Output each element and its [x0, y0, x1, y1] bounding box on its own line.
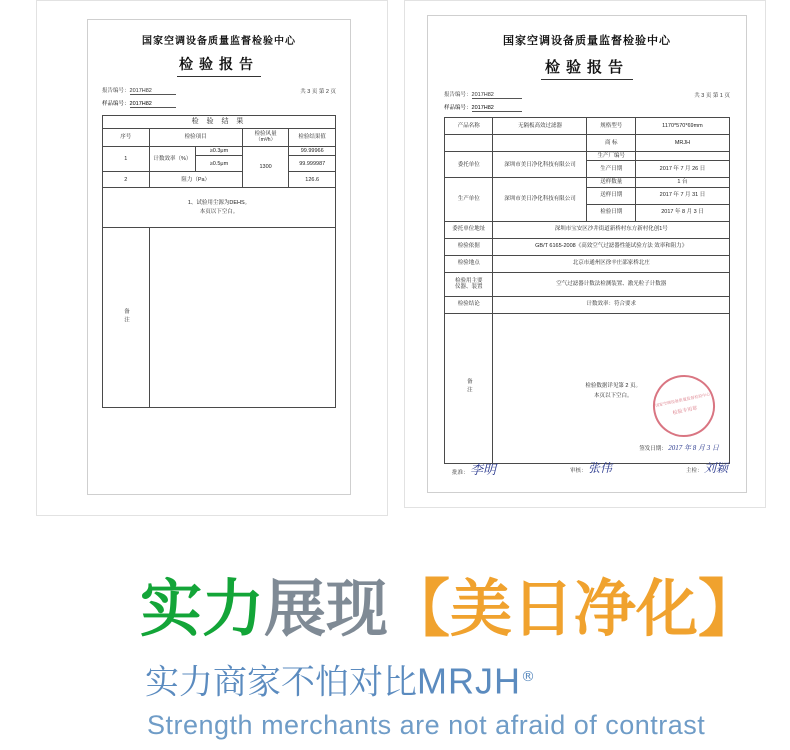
- report-no-group: [102, 86, 176, 95]
- sample-no-value: 2017H82: [472, 105, 522, 112]
- certificate-card-left: [36, 0, 388, 516]
- field-label-conclusion: 检验结论: [445, 296, 493, 313]
- field-label-test-place: 检验地点: [445, 255, 493, 272]
- promo-headline-brand: 【美日净化】: [388, 572, 761, 645]
- table-row: [445, 178, 730, 187]
- document-title: 检验报告: [544, 58, 629, 76]
- promo-section: [0, 560, 790, 750]
- field-value-blank-1: [493, 135, 587, 152]
- field-value-conclusion: 计数效率：符合要求: [493, 296, 730, 313]
- cell-item-1: 计数效率（%）: [149, 147, 196, 172]
- title-underline: [541, 79, 633, 80]
- results-table-wrap: [102, 115, 336, 408]
- col-header-result: 检验结果值: [289, 129, 336, 147]
- doc-header-left: [88, 32, 350, 77]
- table-row: [445, 255, 730, 272]
- remark-row: [103, 228, 336, 408]
- field-label-client-address: 委托单位地址: [445, 221, 493, 238]
- field-label-instruments-line2: 仪器、装置: [454, 284, 483, 291]
- signature-row: [452, 459, 728, 478]
- cell-sub-1: ≥0.3μm: [196, 147, 243, 156]
- field-label-instruments-line1: 检验用主要: [454, 277, 483, 284]
- col-header-index: 序号: [103, 129, 150, 147]
- field-value-test-date: 2017 年 8 月 3 日: [635, 204, 729, 221]
- field-label-client: 委托单位: [445, 152, 493, 178]
- signature-inspector: [686, 459, 728, 478]
- table-row: [445, 118, 730, 135]
- field-label-blank-1: [445, 135, 493, 152]
- info-table: [444, 117, 730, 464]
- field-label-product-name: 产品名称: [445, 118, 493, 135]
- table-row: [445, 152, 730, 161]
- remark-row: [445, 313, 730, 463]
- issue-date-group: [639, 444, 719, 452]
- field-value-client-address: 深圳市宝安区沙井街道新桥村东方新村化创1号: [493, 221, 730, 238]
- field-label-sample-date: 送样日期: [587, 187, 635, 204]
- cell-result-1: 99.99966: [289, 147, 336, 156]
- signature-approver: [452, 459, 496, 478]
- report-meta-row: [444, 90, 730, 99]
- issue-date-value: 2017 年 8 月 3 日: [668, 444, 719, 453]
- cell-result-2: 99.999987: [289, 156, 336, 172]
- field-label-factory-no: 生产厂编号: [587, 152, 635, 161]
- cell-index-2: 2: [103, 172, 150, 188]
- page-info: 共 3 页 第 1 页: [694, 93, 730, 99]
- field-label-trademark: 商 标: [587, 135, 635, 152]
- col-header-flow-unit: （m³/h）: [255, 136, 276, 143]
- field-label-manufacturer: 生产单位: [445, 178, 493, 221]
- col-header-flow: [242, 129, 289, 147]
- sample-no-group: [102, 99, 336, 108]
- signature-approver-label: 批准：: [452, 470, 469, 476]
- field-value-test-place: 北京市通州区徐辛庄邵家桥北庄: [493, 255, 730, 272]
- stamp-center-text: 检验专用章: [672, 405, 698, 417]
- promo-subheadline: [145, 660, 535, 703]
- note-line-1: 1、试验用尘源为DEHS。: [187, 200, 251, 206]
- table-row: [445, 221, 730, 238]
- certificate-sheet-left: [87, 19, 351, 495]
- certificate-card-right: [404, 0, 766, 508]
- notes-cell: [103, 188, 336, 228]
- notes-row: [103, 188, 336, 228]
- sample-no-label: 样品编号：: [102, 101, 130, 107]
- signature-inspector-label: 主检：: [685, 468, 703, 474]
- info-table-wrap: [444, 117, 730, 464]
- field-value-product-name: 无隔板高效过滤器: [493, 118, 587, 135]
- remark-value-cell: [493, 313, 730, 463]
- report-no-label: 报告编号：: [444, 92, 472, 98]
- signature-reviewer-label: 审核：: [569, 468, 587, 474]
- note-line-2: 本页以下空白。: [593, 393, 633, 400]
- remark-label-cell: [103, 228, 150, 408]
- title-underline: [177, 76, 261, 77]
- report-no-label: 报告编号：: [102, 88, 130, 94]
- cell-flow-value: 1300: [242, 147, 289, 188]
- report-meta-row: [102, 86, 336, 95]
- promo-headline: [140, 572, 761, 645]
- field-value-sample-date: 2017 年 7 月 31 日: [635, 187, 729, 204]
- note-line-1: 检验数据详见第 2 页。: [585, 382, 642, 389]
- report-no-group: [444, 90, 522, 99]
- brand-wordmark: MRJH: [417, 660, 521, 702]
- remark-label: 备注: [465, 378, 472, 396]
- signature-inspector-name: 刘颖: [703, 461, 728, 475]
- sample-no-group: [444, 103, 730, 112]
- field-value-manufacturer: 深圳市美日净化科技有限公司: [493, 178, 587, 221]
- signature-approver-name: 李明: [470, 462, 497, 477]
- remark-label-cell: [445, 313, 493, 463]
- issue-date-label: 签发日期：: [639, 446, 667, 453]
- cell-item-2: 阻力（Pa）: [149, 172, 242, 188]
- document-title: 检验报告: [179, 57, 259, 73]
- note-line-2: 本页以下空白。: [199, 209, 239, 216]
- field-value-production-date: 2017 年 7 月 26 日: [635, 161, 729, 178]
- table-row: [445, 238, 730, 255]
- field-label-model: 规格型号: [587, 118, 635, 135]
- signature-reviewer-name: 张伟: [588, 461, 613, 475]
- table-row: [445, 135, 730, 152]
- promo-tagline-english: Strength merchants are not afraid of contrast: [147, 710, 706, 740]
- table-row: [103, 147, 336, 156]
- table-caption-row: [103, 116, 336, 129]
- field-value-instruments: 空气过滤器计数法检测装置、激光粒子计数器: [493, 272, 730, 296]
- field-label-test-basis: 检验依据: [445, 238, 493, 255]
- table-header-row: [103, 129, 336, 147]
- field-label-sample-qty: 送样数量: [587, 178, 635, 187]
- cell-index-1: 1: [103, 147, 150, 172]
- table-row: [445, 272, 730, 296]
- field-value-test-basis: GB/T 6165-2008《高效空气过滤器性能试验方法 效率和阻力》: [493, 238, 730, 255]
- col-header-flow-text: 检验风量: [254, 131, 277, 138]
- promo-headline-part-1: 实力: [140, 572, 265, 645]
- field-value-client: 深圳市美日净化科技有限公司: [493, 152, 587, 178]
- page-info: 共 3 页 第 2 页: [300, 89, 336, 95]
- field-value-trademark: MRJH: [635, 135, 729, 152]
- issuing-organization: 国家空调设备质量监督检验中心: [142, 36, 296, 47]
- remark-label: 备注: [122, 308, 129, 326]
- official-seal-stamp: [647, 369, 721, 443]
- remark-value-cell: [149, 228, 335, 408]
- field-label-production-date: 生产日期: [587, 161, 635, 178]
- issuing-organization: 国家空调设备质量监督检验中心: [503, 34, 671, 47]
- certificate-sheet-right: [427, 15, 747, 493]
- field-value-factory-no: [635, 152, 729, 161]
- col-header-item: 检验项目: [149, 129, 242, 147]
- results-table: [102, 115, 336, 408]
- stamp-top-text: 国家空调设备质量监督检验中心: [654, 390, 711, 408]
- doc-header-right: [428, 32, 746, 80]
- signature-reviewer: [570, 459, 612, 478]
- promo-headline-part-2: 展现: [264, 572, 389, 645]
- field-label-instruments: [445, 272, 493, 296]
- sample-no-label: 样品编号：: [444, 105, 472, 111]
- cell-result-3: 126.6: [289, 172, 336, 188]
- table-row: [103, 172, 336, 188]
- registered-trademark-icon: ®: [520, 669, 535, 685]
- field-label-test-date: 检验日期: [587, 204, 635, 221]
- field-value-model: 1170*570*69mm: [635, 118, 729, 135]
- results-table-caption: 检 验 结 果: [103, 116, 336, 129]
- field-value-sample-qty: 1 台: [635, 178, 729, 187]
- cell-sub-2: ≥0.5μm: [196, 156, 243, 172]
- promo-subheadline-text: 实力商家不怕对比: [145, 662, 417, 703]
- table-row: [445, 296, 730, 313]
- report-no-value: 2017H82: [130, 88, 176, 95]
- report-no-value: 2017H82: [472, 92, 522, 99]
- sample-no-value: 2017H82: [130, 101, 176, 108]
